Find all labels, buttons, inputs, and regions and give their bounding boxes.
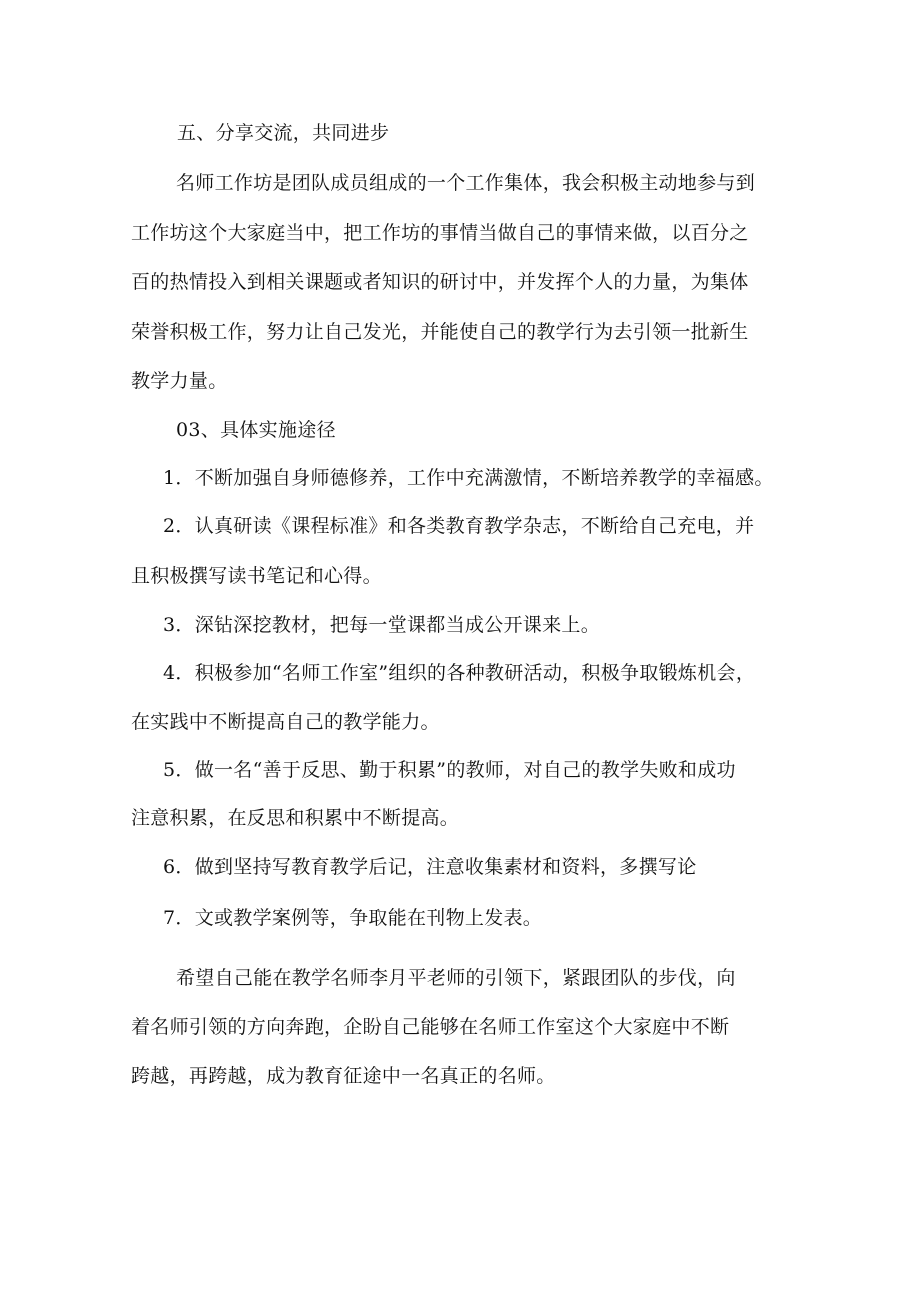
paragraph-line: 名师工作坊是团队成员组成的一个工作集体，我会积极主动地参与到 — [176, 172, 756, 194]
list-item-2: 2．认真研读《课程标准》和各类教育教学杂志，不断给自己充电，并 — [163, 515, 755, 537]
closing-paragraph-line: 希望自己能在教学名师李月平老师的引领下，紧跟团队的步伐，向 — [176, 967, 736, 989]
paragraph-line: 荣誉积极工作，努力让自己发光，并能使自己的教学行为去引领一批新生 — [131, 321, 749, 343]
section-heading-03: 03、具体实施途径 — [176, 419, 336, 441]
paragraph-line: 工作坊这个大家庭当中，把工作坊的事情当做自己的事情来做，以百分之 — [131, 222, 749, 244]
list-item-5: 5．做一名“善于反思、勤于积累”的教师，对自己的教学失败和成功 — [163, 759, 736, 781]
list-item-4-continuation: 在实践中不断提高自己的教学能力。 — [131, 711, 440, 733]
list-item-1: 1．不断加强自身师德修养，工作中充满激情，不断培养教学的幸福感。 — [163, 467, 774, 489]
list-item-5-continuation: 注意积累，在反思和积累中不断提高。 — [131, 807, 460, 829]
list-item-3: 3．深钻深挖教材，把每一堂课都当成公开课来上。 — [163, 614, 600, 636]
closing-paragraph-line: 着名师引领的方向奔跑，企盼自己能够在名师工作室这个大家庭中不断 — [131, 1016, 730, 1038]
closing-paragraph-line: 跨越，再跨越，成为教育征途中一名真正的名师。 — [131, 1065, 556, 1087]
list-item-7: 7．文或教学案例等，争取能在刊物上发表。 — [163, 907, 543, 929]
list-item-6: 6．做到坚持写教育教学后记，注意收集素材和资料，多撰写论 — [163, 856, 697, 878]
paragraph-line: 百的热情投入到相关课题或者知识的研讨中，并发挥个人的力量，为集体 — [131, 271, 749, 293]
list-item-2-continuation: 且积极撰写读书笔记和心得。 — [131, 565, 382, 587]
list-item-4: 4．积极参加“名师工作室”组织的各种教研活动，积极争取锻炼机会， — [163, 662, 756, 684]
section-heading-5: 五、分享交流，共同进步 — [177, 122, 390, 144]
paragraph-line: 教学力量。 — [131, 370, 228, 392]
